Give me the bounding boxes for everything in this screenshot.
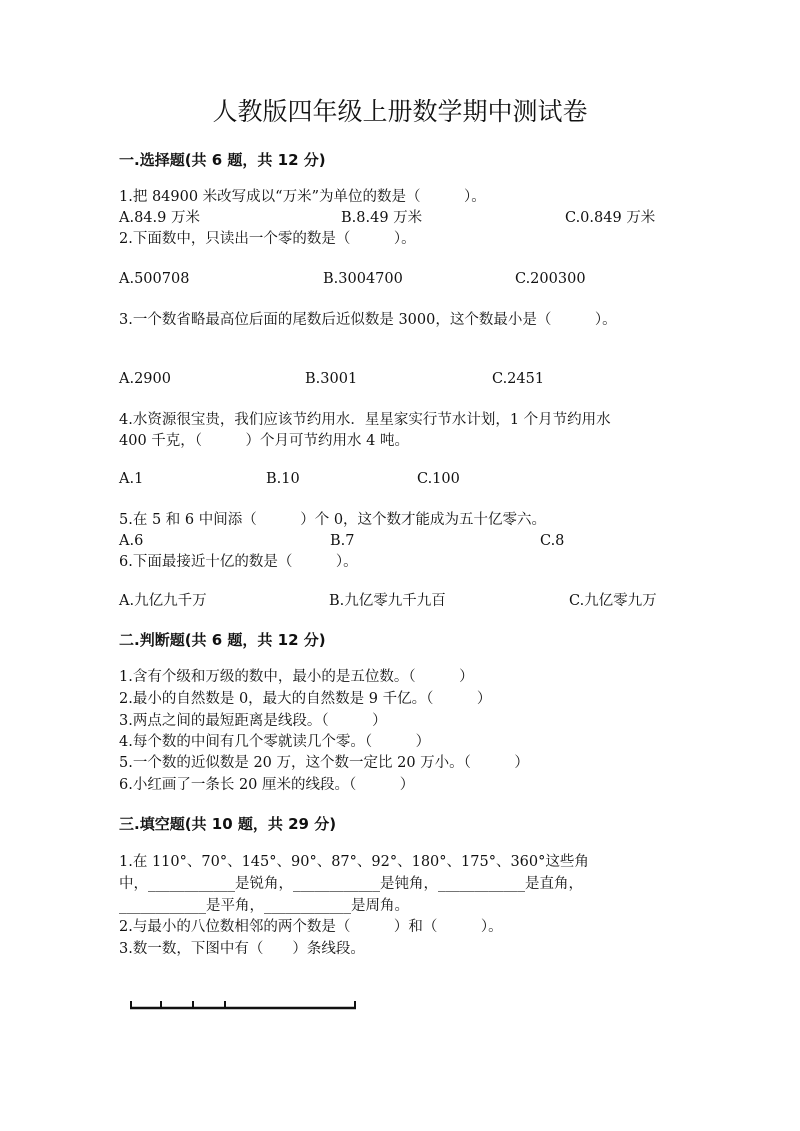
question-4-option-b: B.10 [266,471,300,487]
question-1-option-a: A.84.9 万米 [119,210,200,226]
page-title: 人教版四年级上册数学期中测试卷 [212,97,588,126]
line-segment-figure [127,996,359,1012]
question-1-option-b: B.8.49 万米 [341,210,423,226]
fill-question-3: 3.数一数，下图中有（ ）条线段。 [119,941,365,957]
question-3-stem: 3.一个数省略最高位后面的尾数后近似数是 3000，这个数最小是（ ）。 [119,312,617,328]
judgement-item-1: 1.含有个级和万级的数中，最小的是五位数。（ ） [119,669,474,685]
question-2-option-b: B.3004700 [323,271,403,287]
question-3-option-b: B.3001 [305,371,358,387]
question-2-stem: 2.下面数中，只读出一个零的数是（ ）。 [119,231,416,247]
question-3-option-a: A.2900 [119,371,171,387]
judgement-item-5: 5.一个数的近似数是 20 万，这个数一定比 20 万小。（ ） [119,755,529,771]
fill-question-1-line-2: 中，____________是锐角，____________是钝角，____________是直角， [119,876,583,892]
question-3-option-c: C.2451 [492,371,545,387]
question-4-option-c: C.100 [417,471,460,487]
question-5-option-c: C.8 [540,533,565,549]
question-6-option-c: C.九亿零九万 [569,593,657,609]
section-heading-judgement: 二.判断题(共 6 题，共 12 分) [119,631,326,649]
judgement-item-2: 2.最小的自然数是 0，最大的自然数是 9 千亿。（ ） [119,691,492,707]
section-heading-choice: 一.选择题(共 6 题，共 12 分) [119,151,326,169]
section-heading-fill-blank: 三.填空题(共 10 题，共 29 分) [119,815,337,833]
judgement-item-6: 6.小红画了一条长 20 厘米的线段。（ ） [119,777,415,793]
question-5-option-b: B.7 [330,533,355,549]
question-1-stem: 1.把 84900 米改写成以“万米”为单位的数是（ ）。 [119,189,486,205]
fill-question-1-line-3: ____________是平角，____________是周角。 [119,898,409,914]
question-6-option-b: B.九亿零九千九百 [329,593,446,609]
question-4-stem-line-2: 400 千克，（ ）个月可节约用水 4 吨。 [119,433,409,449]
question-4-option-a: A.1 [119,471,144,487]
judgement-item-3: 3.两点之间的最短距离是线段。（ ） [119,713,387,729]
question-6-stem: 6.下面最接近十亿的数是（ ）。 [119,554,358,570]
fill-question-1-line-1: 1.在 110°、70°、145°、90°、87°、92°、180°、175°、360°这些角 [119,854,589,870]
fill-question-2: 2.与最小的八位数相邻的两个数是（ ）和（ ）。 [119,919,503,935]
question-6-option-a: A.九亿九千万 [119,593,207,609]
question-4-stem-line-1: 4.水资源很宝贵，我们应该节约用水．星星家实行节水计划，1 个月节约用水 [119,412,611,428]
question-2-option-a: A.500708 [119,271,190,287]
question-5-option-a: A.6 [119,533,144,549]
question-5-stem: 5.在 5 和 6 中间添（ ）个 0，这个数才能成为五十亿零六。 [119,512,547,528]
question-2-option-c: C.200300 [515,271,586,287]
question-1-option-c: C.0.849 万米 [565,210,656,226]
judgement-item-4: 4.每个数的中间有几个零就读几个零。（ ） [119,734,431,750]
